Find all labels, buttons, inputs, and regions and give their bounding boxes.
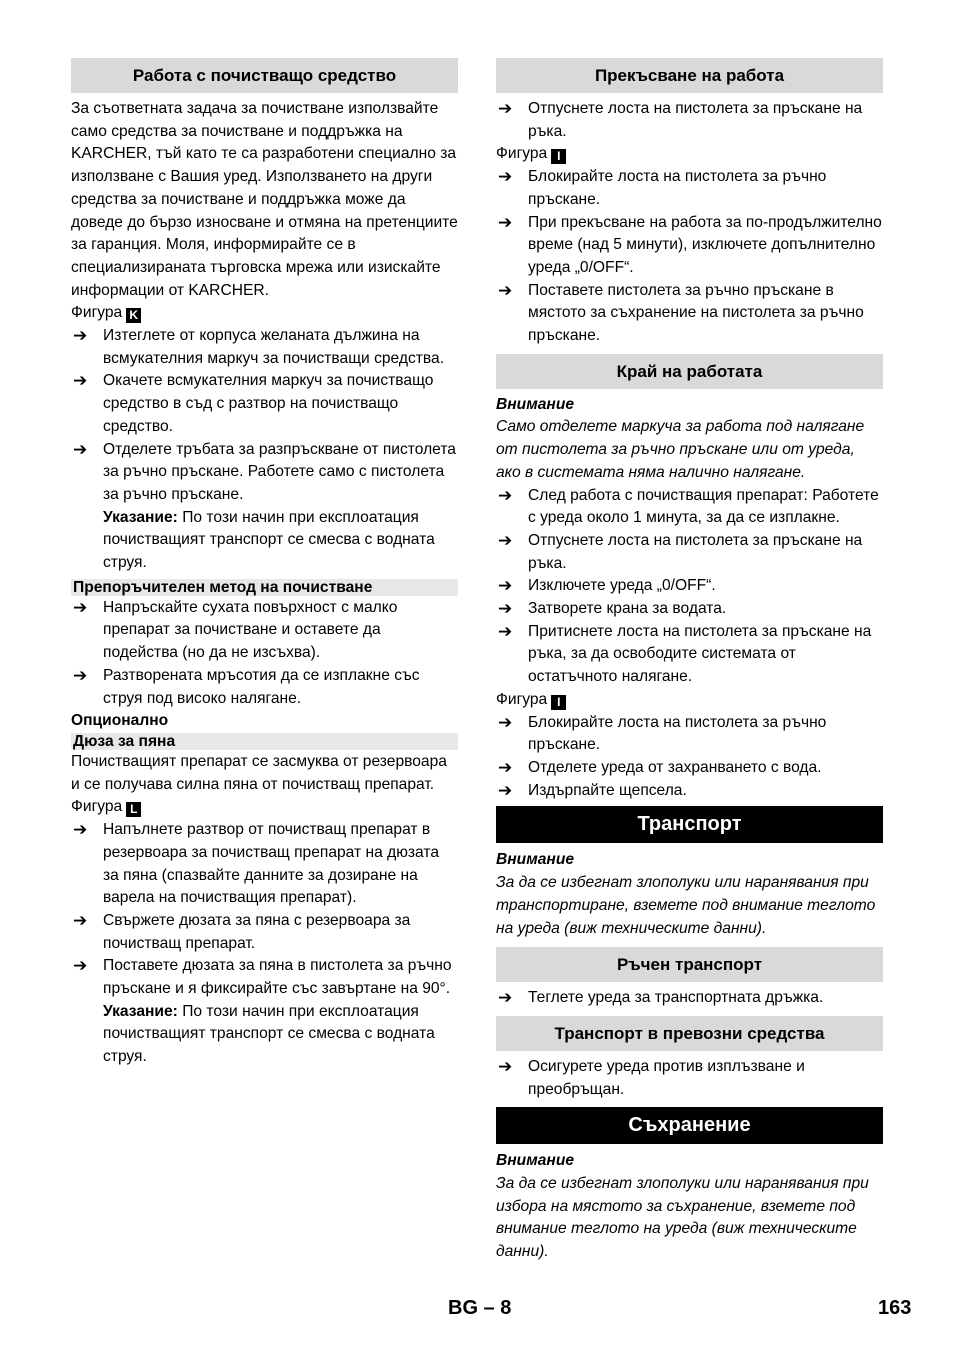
subheading-foam: Дюза за пяна	[71, 733, 458, 750]
arrow-right-icon: ➔	[73, 665, 88, 685]
step-item: ➔ Отделете уреда от захранването с вода.	[496, 757, 883, 780]
arrow-right-icon: ➔	[498, 576, 513, 596]
step-item: ➔ Напълнете разтвор от почистващ препарат в резервоара за почистващ препарат на дюзата за пяна (спазвайте данните за дозиране на варела на почистващия препарат).	[73, 820, 440, 907]
step-item: ➔ Отделете тръбата за разпръскване от пистолета за ръчно пръскане. Работете само с пистолета за ръчно пръскане.	[73, 439, 456, 503]
arrow-right-icon: ➔	[498, 167, 513, 187]
detergent-intro: За съответната задача за почистване използвайте само средства за почистване и поддръжка на KARCHER, тъй като те са разработени специално за използване с Вашия уред. Използването на други средства за почистване и поддръжка може да доведе до бързо износване и отмяна на претенциите за гаранция. Моля, информирайте се в специализираната търговска мрежа или изискайте информации от KARCHER.	[71, 100, 458, 299]
figure-ref-k: Фигура K	[71, 302, 458, 325]
step-item: ➔ Отпуснете лоста на пистолета за пръскане на ръка.	[498, 99, 863, 140]
step-item: ➔ Свържете дюзата за пяна с резервоара за почистващ препарат.	[73, 910, 411, 952]
section-heading-manual-transport: Ръчен транспорт	[496, 947, 883, 982]
warning-title: Внимание	[496, 1152, 575, 1170]
section-heading-detergent: Работа с почистващо средство	[71, 58, 458, 93]
foam-intro: Почистващият препарат се засмуква от резервоара и се получава силна пяна от почистващ препарат.	[71, 752, 447, 793]
arrow-right-icon: ➔	[498, 599, 513, 619]
step-item: ➔ Теглете уреда за транспортната дръжка.	[496, 987, 883, 1010]
arrow-right-icon: ➔	[73, 820, 88, 840]
step-item: ➔ Окачете всмукателния маркуч за почистващо средство в съд с разтвор на почистващо средство.	[73, 371, 434, 435]
arrow-right-icon: ➔	[498, 988, 513, 1008]
step-item: ➔ Изтеглете от корпуса желаната дължина на всмукателния маркуч за почистващи средства.	[73, 326, 445, 367]
arrow-right-icon: ➔	[498, 485, 513, 505]
arrow-right-icon: ➔	[498, 212, 513, 232]
arrow-right-icon: ➔	[498, 712, 513, 732]
figure-ref-i: Фигура I	[496, 689, 883, 712]
arrow-right-icon: ➔	[498, 99, 513, 118]
arrow-right-icon: ➔	[73, 439, 88, 459]
figure-ref-i: Фигура I	[496, 143, 883, 166]
section-heading-end: Край на работата	[496, 354, 883, 389]
warning-title: Внимание	[496, 395, 575, 413]
step-item: ➔ Изключете уреда „0/OFF“.	[496, 575, 883, 598]
step-item: ➔ Притиснете лоста на пистолета за пръскане на ръка, за да освободите системата от остатъчното налягане.	[498, 621, 872, 686]
step-item: ➔ След работа с почистващия препарат: Работете с уреда около 1 минута, за да се изплакне.	[498, 485, 879, 527]
step-item: ➔ Издърпайте щепсела.	[496, 780, 883, 803]
arrow-right-icon: ➔	[498, 280, 513, 300]
step-item: ➔ Отпуснете лоста на пистолета за пръскане на ръка.	[498, 530, 863, 572]
step-item: ➔ При прекъсване на работа за по-продължително време (над 5 минути), изключете допълнително уреда „0/OFF“.	[498, 212, 882, 276]
step-item: ➔ Поставете дюзата за пяна в пистолета за ръчно пръскане и я фиксирайте със завъртане на 90°.	[73, 956, 452, 998]
warning-text: За да се избегнат злополуки или наранявания при транспортиране, вземете под внимание теглото на уреда (виж техническите данни).	[496, 874, 876, 937]
step-item: ➔ Блокирайте лоста на пистолета за ръчно пръскане.	[498, 167, 827, 208]
figure-ref-l: Фигура L	[71, 796, 458, 819]
section-heading-interrupt: Прекъсване на работа	[496, 58, 883, 93]
step-item: ➔ Разтворената мръсотия да се изплакне със струя под високо налягане.	[73, 665, 420, 707]
warning-text: Само отделете маркуча за работа под налягане от пистолета за ръчно пръскане или от уреда, ако в системата няма налично налягане.	[496, 418, 865, 481]
arrow-right-icon: ➔	[73, 956, 88, 976]
section-heading-transport: Транспорт	[496, 806, 883, 843]
arrow-right-icon: ➔	[498, 530, 513, 550]
arrow-right-icon: ➔	[498, 1056, 513, 1076]
note: Указание: По този начин при експлоатация почистващият транспорт се смесва с водната струя.	[103, 508, 435, 572]
heading-optional: Опционално	[71, 712, 169, 730]
step-item: ➔ Затворете крана за водата.	[496, 598, 883, 621]
section-heading-storage: Съхранение	[496, 1107, 883, 1144]
arrow-right-icon: ➔	[498, 621, 513, 641]
section-heading-vehicle-transport: Транспорт в превозни средства	[496, 1016, 883, 1051]
warning-title: Внимание	[496, 851, 575, 869]
footer-page-number: 163	[878, 1297, 912, 1319]
right-column	[496, 58, 883, 1264]
warning-text: За да се избегнат злополуки или наранявания при избора на мястото за съхранение, вземете под внимание теглото на уреда (виж техническите данни).	[496, 1175, 869, 1261]
note: Указание: По този начин при експлоатация почистващият транспорт се смесва с водната струя.	[103, 1002, 435, 1066]
arrow-right-icon: ➔	[498, 757, 513, 777]
arrow-right-icon: ➔	[73, 326, 88, 346]
step-item: ➔ Осигурете уреда против изплъзване и преобръщан.	[498, 1056, 805, 1098]
footer-section-code: BG – 8	[448, 1297, 512, 1319]
subheading-method: Препоръчителен метод на почистване	[71, 579, 458, 596]
arrow-right-icon: ➔	[73, 910, 88, 930]
step-item: ➔ Напръскайте сухата повърхност с малко препарат за почистване и оставете да подейства (но да не изсъхва).	[73, 597, 398, 662]
step-item: ➔ Блокирайте лоста на пистолета за ръчно пръскане.	[498, 712, 827, 754]
arrow-right-icon: ➔	[73, 371, 88, 391]
arrow-right-icon: ➔	[498, 780, 513, 800]
arrow-right-icon: ➔	[73, 597, 88, 617]
left-column	[71, 58, 458, 1069]
step-item: ➔ Поставете пистолета за ръчно пръскане в мястото за съхранение на пистолета за ръчно пръскане.	[498, 280, 864, 345]
